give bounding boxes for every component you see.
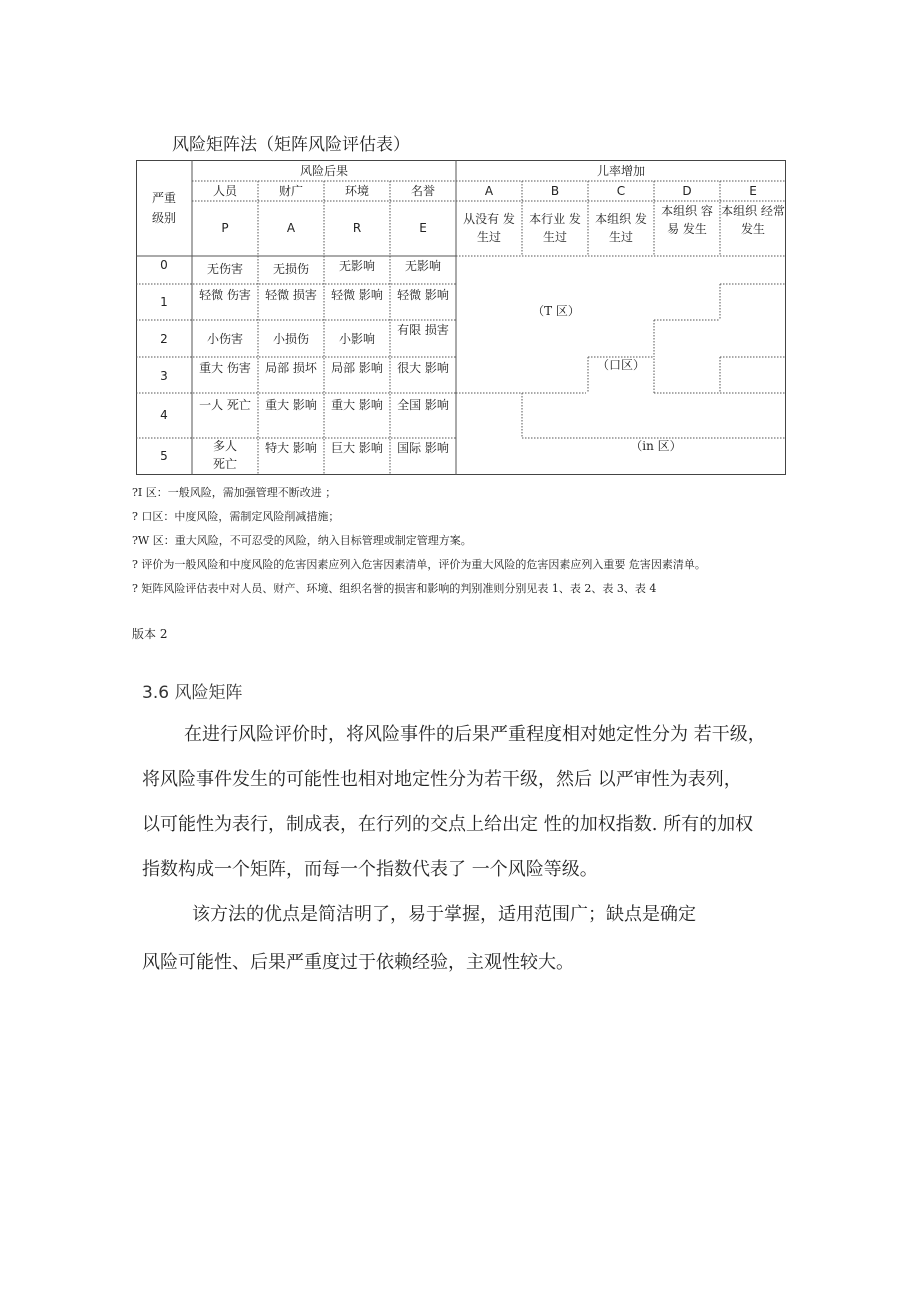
row5-p: 多人 死亡	[212, 439, 237, 471]
row0-e: 无影响	[404, 259, 441, 273]
row1-a: 轻微 损害	[265, 288, 317, 302]
row5-e: 国际 影响	[397, 441, 449, 455]
row3-e: 很大 影响	[397, 361, 449, 375]
row5-a: 特大 影响	[265, 441, 317, 455]
like-desc-b: 本行业 发 生过	[529, 212, 581, 244]
severity-label: 严重 级别	[151, 191, 176, 225]
level-2: 2	[160, 332, 168, 346]
row2-a: 小损伤	[272, 332, 309, 346]
like-desc-c: 本组织 发 生过	[595, 212, 647, 244]
row4-r: 重大 影响	[331, 398, 383, 412]
paragraph-line: 该方法的优点是简洁明了，易于掌握，适用范围广；缺点是确定	[192, 904, 696, 925]
level-4: 4	[160, 408, 168, 422]
level-0: 0	[160, 258, 168, 272]
note-high: ?W 区：重大风险，不可忍受的风险，纳入目标管理或制定管理方案。	[132, 534, 472, 547]
likelihood-header: 儿率增加	[596, 164, 645, 178]
paragraph-line: 指数构成一个矩阵，而每一个指数代表了 一个风险等级。	[142, 859, 598, 880]
row1-p: 轻微 伤害	[199, 288, 251, 302]
section-title: 3.6 风险矩阵	[142, 683, 243, 703]
row3-r: 局部 影响	[331, 361, 383, 375]
level-1: 1	[160, 295, 168, 309]
zone-low-label: （T 区）	[532, 304, 580, 318]
like-code-c: C	[616, 184, 626, 198]
col-environment: 环境	[344, 184, 369, 198]
zone-medium-label: （口区）	[596, 358, 645, 372]
paragraph-line: 风险可能性、后果严重度过于依赖经验，主观性较大。	[142, 952, 574, 973]
code-p: P	[221, 221, 229, 235]
like-code-a: A	[484, 184, 494, 198]
code-a: A	[286, 221, 296, 235]
row1-r: 轻微 影响	[331, 288, 383, 302]
zone-high-label: （in 区）	[630, 439, 682, 453]
table-title: 风险矩阵法（矩阵风险评估表）	[172, 135, 410, 155]
paragraph-line: 将风险事件发生的可能性也相对地定性分为若干级，然后 以严审性为表列，	[142, 769, 742, 790]
row5-r: 巨大 影响	[331, 441, 383, 455]
like-desc-a: 从没有 发 生过	[463, 212, 515, 244]
code-e: E	[419, 221, 427, 235]
consequence-header: 风险后果	[299, 164, 348, 178]
row3-p: 重大 伤害	[199, 361, 251, 375]
like-desc-e: 本组织 经常 发生	[721, 204, 785, 236]
note-medium: ? 口区：中度风险，需制定风险削减措施；	[132, 510, 340, 523]
row2-e: 有限 损害	[397, 323, 449, 337]
col-reputation: 名誉	[410, 184, 435, 198]
like-desc-d: 本组织 容 易 发生	[661, 204, 713, 236]
row0-p: 无伤害	[206, 262, 243, 276]
note-low: ?I 区：一般风险，需加强管理不断改进 ；	[132, 486, 337, 499]
col-property: 财广	[278, 184, 303, 198]
risk-matrix-table	[136, 160, 786, 475]
like-code-d: D	[682, 184, 692, 198]
row4-e: 全国 影响	[397, 398, 449, 412]
row2-r: 小影响	[338, 332, 375, 346]
note-listing: ? 评价为一般风险和中度风险的危害因素应列入危害因素清单，评价为重大风险的危害因素应列入重要 危害因素清单。	[132, 558, 706, 571]
row4-p: 一人 死亡	[199, 398, 251, 412]
row0-a: 无损伤	[272, 262, 309, 276]
row3-a: 局部 损坏	[265, 361, 317, 375]
version-label: 版本 2	[132, 627, 168, 641]
like-code-b: B	[550, 184, 560, 198]
code-r: R	[352, 221, 362, 235]
level-3: 3	[160, 369, 168, 383]
like-code-e: E	[749, 184, 757, 198]
row2-p: 小伤害	[206, 332, 243, 346]
level-5: 5	[160, 449, 168, 463]
col-personnel: 人员	[212, 184, 237, 198]
paragraph-line: 以可能性为表行，制成表，在行列的交点上给出定 性的加权指数. 所有的加权	[142, 814, 754, 835]
row1-e: 轻微 影响	[397, 288, 449, 302]
note-criteria: ? 矩阵风险评估表中对人员、财产、环境、组织名誉的损害和影响的判别准则分别见表 1、表 2、表 3、表 4	[132, 582, 657, 595]
paragraph-line: 在进行风险评价时，将风险事件的后果严重程度相对她定性分为 若干级，	[184, 724, 766, 745]
row4-a: 重大 影响	[265, 398, 317, 412]
row0-r: 无影响	[338, 259, 375, 273]
